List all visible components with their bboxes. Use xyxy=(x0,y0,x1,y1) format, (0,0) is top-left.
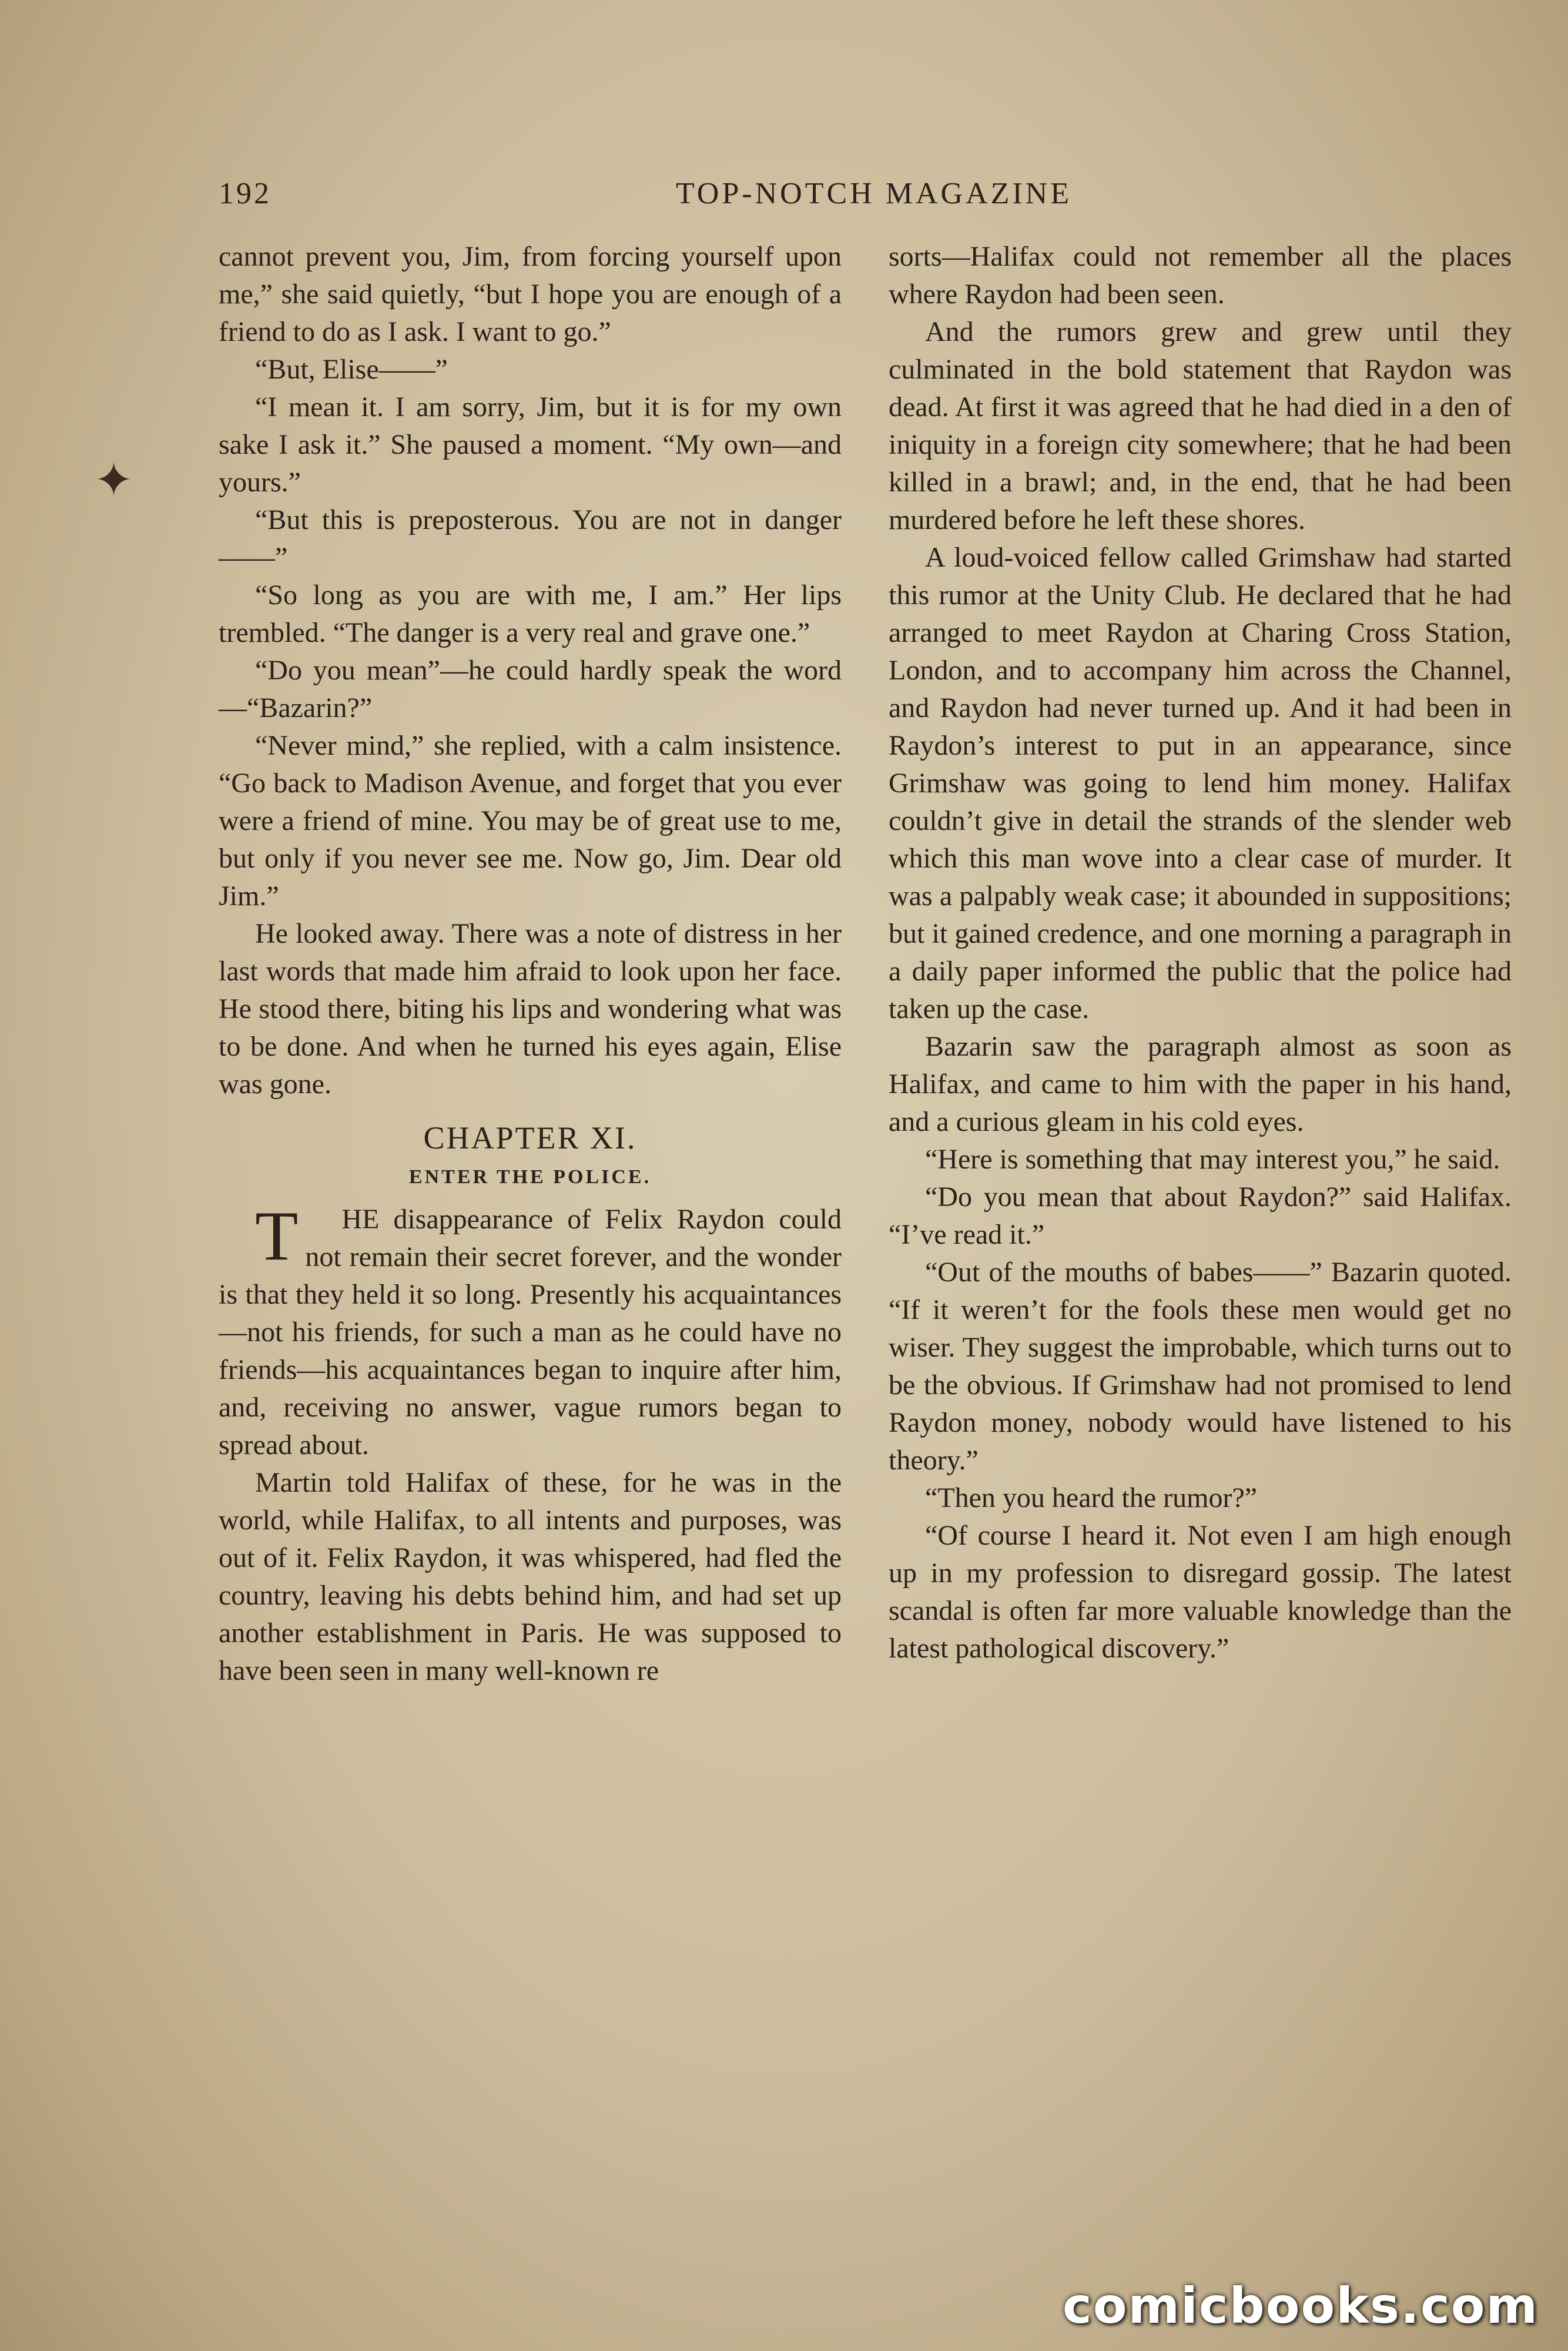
paragraph: “I mean it. I am sorry, Jim, but it is for my own sake I ask it.” She paused a moment. “My own—and yours.” xyxy=(219,391,842,498)
paragraph: “Of course I heard it. Not even I am high enough up in my profession to disregard gossip. The latest scandal is often far more valuable knowledge than the latest pathological discovery.” xyxy=(889,1520,1512,1664)
running-head xyxy=(219,176,1529,223)
magazine-title: TOP-NOTCH MAGAZINE xyxy=(675,177,1072,210)
paragraph: He looked away. There was a note of distress in her last words that made him afraid to look upon her face. He stood there, biting his lips and wondering what was to be done. And when he turned his eyes again, Elise was gone. xyxy=(219,918,842,1100)
paragraph: And the rumors grew and grew until they culminated in the bold statement that Raydon was dead. At first it was agreed that he had died in a den of iniquity in a foreign city somewhere; that he had been killed in a brawl; and, in the end, that he had been murdered before he left these shores. xyxy=(889,316,1512,535)
paragraph: “Out of the mouths of babes——” Bazarin quoted. “If it weren’t for the fools these men would get no wiser. They suggest the improbable, which turns out to be the obvious. If Grimshaw had not promised to lend Raydon money, nobody would have listened to his theory.” xyxy=(889,1257,1512,1476)
watermark-logo: comicbooks.com xyxy=(1063,2277,1539,2335)
drop-cap: T xyxy=(255,1197,299,1275)
paragraph: sorts—Halifax could not remember all the places where Raydon had been seen. xyxy=(889,241,1512,310)
right-column xyxy=(889,238,1512,1667)
left-column xyxy=(219,238,842,1690)
paragraph: “Here is something that may interest you,” he said. xyxy=(925,1144,1500,1175)
chapter-opening-text: HE disappearance of Felix Raydon could not remain their secret forever, and the wonder is that they held it so long. Presently his acquaintances —not his friends, for such a man as he could have no friends—his acquaintances began to inquire after him, and, receiving no answer, vague rumors began to spread about. xyxy=(219,1204,842,1461)
paragraph: “Do you mean that about Raydon?” said Halifax. “I’ve read it.” xyxy=(889,1181,1512,1250)
paragraph: “Do you mean”—he could hardly speak the word—“Bazarin?” xyxy=(219,655,842,724)
paragraph: “But this is preposterous. You are not in danger——” xyxy=(219,504,842,573)
paragraph: Bazarin saw the paragraph almost as soon as Halifax, and came to him with the paper in his hand, and a curious gleam in his cold eyes. xyxy=(889,1031,1512,1137)
paragraph: “Then you heard the rumor?” xyxy=(925,1482,1258,1513)
page-number: 192 xyxy=(219,177,272,210)
chapter-subtitle: ENTER THE POLICE. xyxy=(408,1166,652,1188)
paragraph: “Never mind,” she replied, with a calm insistence. “Go back to Madison Avenue, and forget that you ever were a friend of mine. You may be of great use to me, but only if you never see me. Now go, Jim. Dear old Jim.” xyxy=(219,730,842,912)
chapter-heading: CHAPTER XI. xyxy=(423,1120,637,1156)
paragraph: “So long as you are with me, I am.” Her lips trembled. “The danger is a very real and grave one.” xyxy=(219,580,842,648)
margin-pointer-mark: ✦ xyxy=(94,453,134,507)
paragraph: A loud-voiced fellow called Grimshaw had started this rumor at the Unity Club. He declared that he had arranged to meet Raydon at Charing Cross Station, London, and to accompany him across the Channel, and Raydon had never turned up. And it had been in Raydon’s interest to put in an appearance, since Grimshaw was going to lend him money. Halifax couldn’t give in detail the strands of the slender web which this man wove into a clear case of murder. It was a palpably weak case; it abounded in suppositions; but it gained credence, and one morning a paragraph in a daily paper informed the public that the police had taken up the case. xyxy=(889,542,1512,1024)
paragraph: cannot prevent you, Jim, from forcing yourself upon me,” she said quietly, “but I hope you are enough of a friend to do as I ask. I want to go.” xyxy=(219,241,842,347)
chapter-opening-paragraph xyxy=(219,1197,842,1464)
paragraph: “But, Elise——” xyxy=(255,354,448,385)
paragraph: Martin told Halifax of these, for he was in the world, while Halifax, to all intents and purposes, was out of it. Felix Raydon, it was whispered, had fled the country, leaving his debts behind him, and had set up another establishment in Paris. He was supposed to have been seen in many well-known re xyxy=(219,1467,842,1686)
